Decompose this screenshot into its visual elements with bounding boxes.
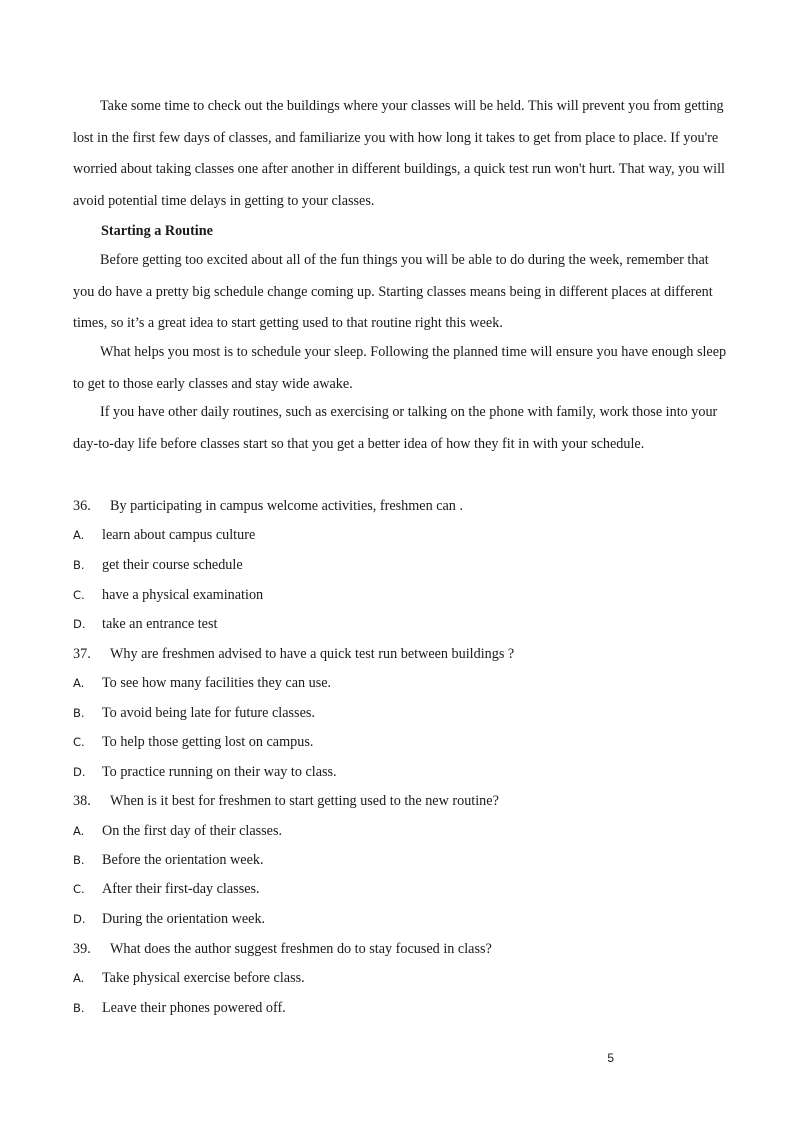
option-text: have a physical examination (102, 587, 264, 603)
paragraph-daily-routines (73, 397, 727, 460)
option-36-b[interactable] (73, 555, 243, 575)
option-36-a[interactable] (73, 525, 255, 545)
question-37 (73, 644, 514, 664)
option-letter: A. (73, 528, 85, 542)
option-text: Take physical exercise before class. (102, 970, 305, 986)
option-text: To help those getting lost on campus. (102, 734, 314, 750)
question-number: 36. (73, 498, 91, 514)
option-letter: D. (73, 617, 86, 631)
option-text: get their course schedule (102, 557, 243, 573)
option-37-c[interactable] (73, 732, 313, 752)
question-36 (73, 496, 463, 516)
option-letter: B. (73, 706, 85, 720)
option-36-d[interactable] (73, 614, 217, 634)
option-letter: A. (73, 676, 85, 690)
option-text: After their first-day classes. (102, 881, 260, 897)
option-37-a[interactable] (73, 673, 331, 693)
option-text: Before the orientation week. (102, 852, 264, 868)
paragraph-text: Take some time to check out the buildings where your classes will be held. This will prevent you from getting lost in the first few days of classes, and familiarize you with how long it takes to get from place to place. If you're worried about taking classes one after another in different buildings, a quick test run won't hurt. That way, you will avoid potential time delays in getting to your classes. (73, 98, 726, 209)
option-37-d[interactable] (73, 762, 337, 782)
option-38-b[interactable] (73, 850, 264, 870)
option-text: Leave their phones powered off. (102, 1000, 286, 1016)
option-letter: D. (73, 765, 86, 779)
option-letter: C. (73, 882, 85, 896)
question-number: 37. (73, 646, 91, 662)
option-38-a[interactable] (73, 821, 282, 841)
paragraph-routine-intro (73, 245, 727, 340)
option-text: To see how many facilities they can use. (102, 675, 332, 691)
option-text: To practice running on their way to class. (102, 764, 337, 780)
option-39-a[interactable] (73, 968, 305, 988)
option-text: take an entrance test (102, 616, 218, 632)
option-text: During the orientation week. (102, 911, 266, 927)
option-37-b[interactable] (73, 703, 315, 723)
paragraph-text: Before getting too excited about all of the fun things you will be able to do during the week, remember that you do have a pretty big schedule change coming up. Starting classes means being in different places at different times, so it’s a great idea to start getting used to that routine right this week. (73, 252, 713, 331)
option-39-b[interactable] (73, 998, 286, 1018)
question-38 (73, 791, 499, 811)
option-38-d[interactable] (73, 909, 265, 929)
option-38-c[interactable] (73, 879, 260, 899)
section-heading: Starting a Routine (101, 223, 213, 239)
option-letter: B. (73, 1001, 85, 1015)
option-36-c[interactable] (73, 585, 263, 605)
question-text: What does the author suggest freshmen do to stay focused in class? (110, 941, 492, 957)
question-text: When is it best for freshmen to start getting used to the new routine? (110, 793, 499, 809)
question-text: By participating in campus welcome activities, freshmen can . (110, 498, 463, 514)
paragraph-text: What helps you most is to schedule your sleep. Following the planned time will ensure you have enough sleep to get to those early classes and stay wide awake. (73, 344, 727, 392)
question-number: 38. (73, 793, 91, 809)
option-letter: C. (73, 735, 85, 749)
page-number: 5 (607, 1051, 614, 1065)
question-text: Why are freshmen advised to have a quick test run between buildings ? (110, 646, 515, 662)
option-letter: B. (73, 558, 85, 572)
question-39 (73, 939, 492, 959)
option-text: learn about campus culture (102, 527, 256, 543)
paragraph-sleep (73, 337, 727, 400)
question-number: 39. (73, 941, 91, 957)
option-text: On the first day of their classes. (102, 823, 283, 839)
paragraph-text: If you have other daily routines, such as exercising or talking on the phone with family, work those into your day-to-day life before classes start so that you get a better idea of how they fit in with your schedule. (73, 404, 718, 452)
option-text: To avoid being late for future classes. (102, 705, 315, 721)
option-letter: A. (73, 971, 85, 985)
paragraph-buildings (73, 91, 727, 217)
option-letter: C. (73, 588, 85, 602)
option-letter: B. (73, 853, 85, 867)
option-letter: A. (73, 824, 85, 838)
option-letter: D. (73, 912, 86, 926)
